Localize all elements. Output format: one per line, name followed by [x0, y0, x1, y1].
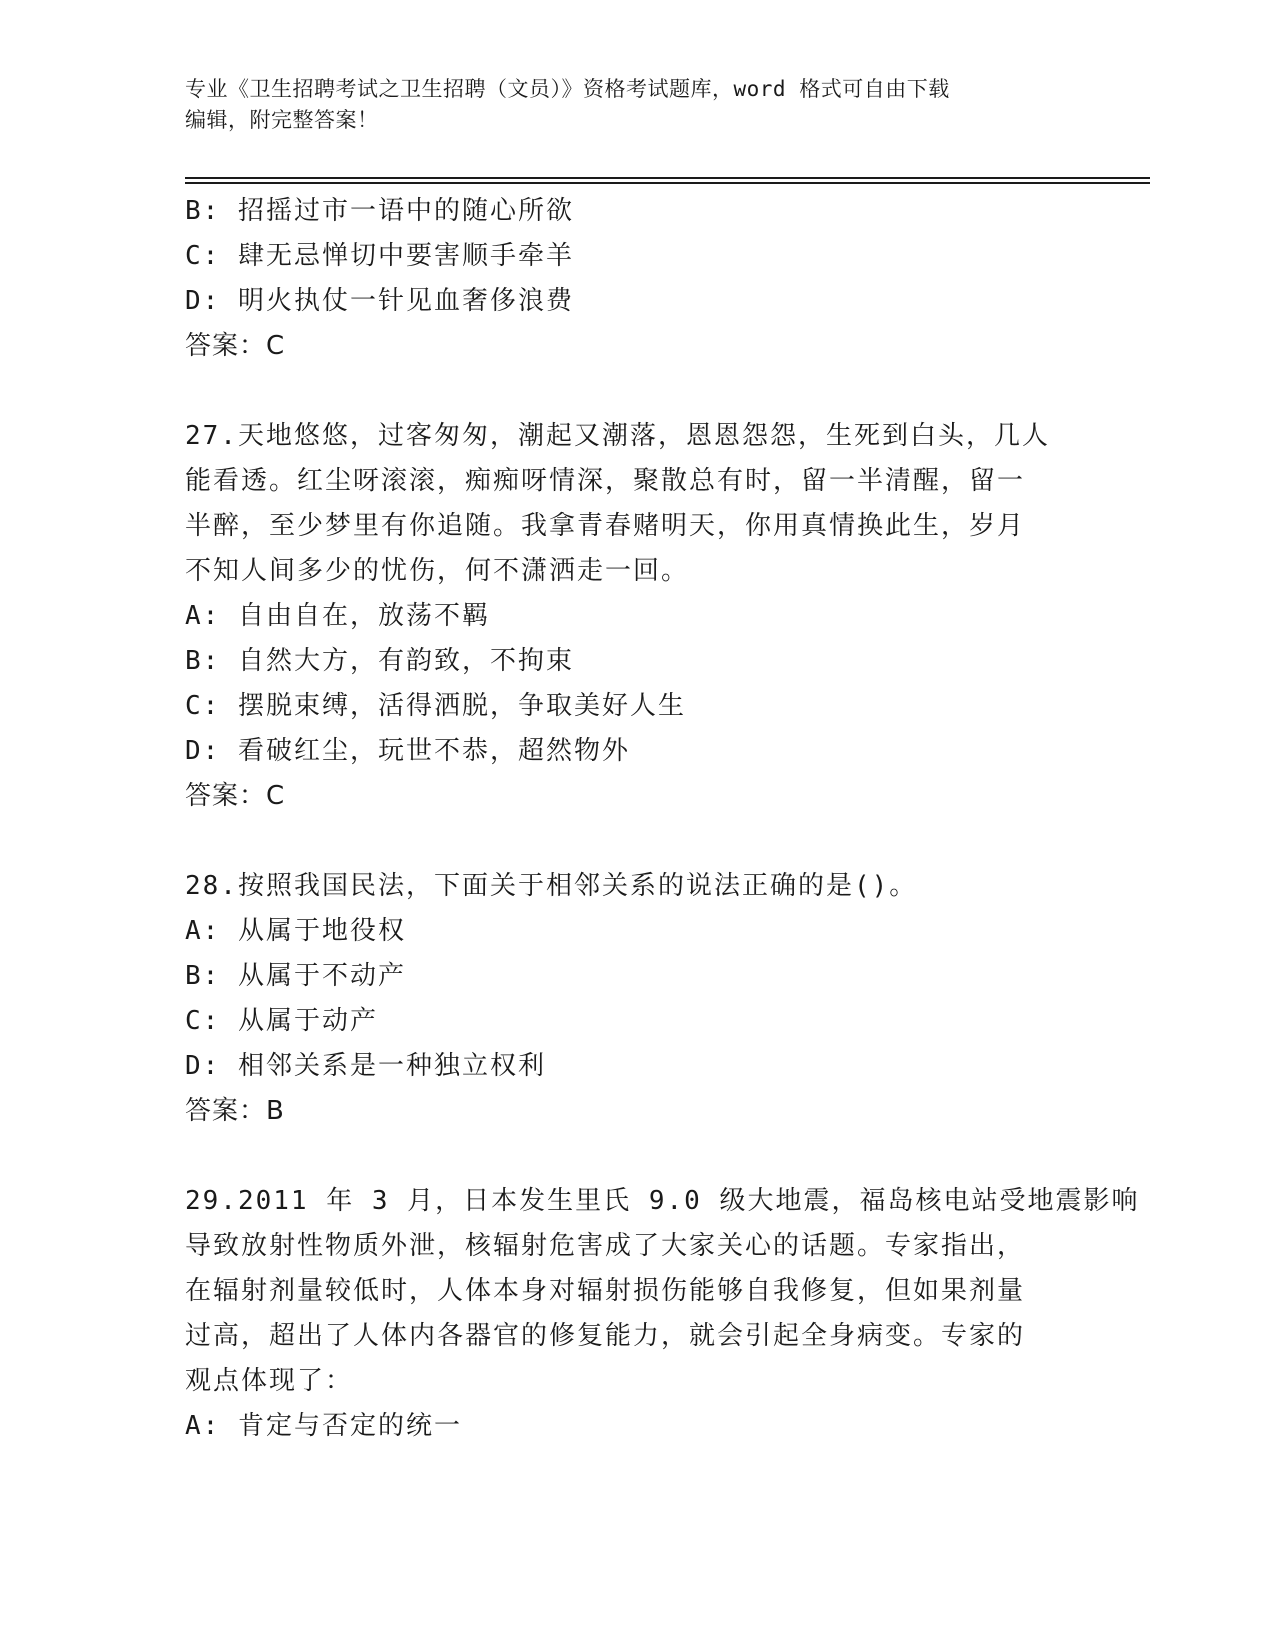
option-b: B: 招摇过市一语中的随心所欲: [185, 196, 574, 226]
option-b: B: 自然大方，有韵致，不拘束: [185, 646, 574, 676]
answer-line: 答案：B: [185, 1096, 285, 1126]
question-text-line: 27.天地悠悠，过客匆匆，潮起又潮落，恩恩怨怨，生死到白头，几人: [185, 421, 1050, 451]
question-text-line: 在辐射剂量较低时，人体本身对辐射损伤能够自我修复，但如果剂量: [185, 1276, 1026, 1306]
option-d: D: 相邻关系是一种独立权利: [185, 1051, 546, 1081]
option-b: B: 从属于不动产: [185, 961, 406, 991]
question-text-line: 不知人间多少的忧伤，何不潇洒走一回。: [185, 556, 690, 586]
spacer: [185, 369, 1085, 414]
question-text-line: 观点体现了：: [185, 1366, 354, 1396]
option-d: D: 明火执仗一针见血奢侈浪费: [185, 286, 574, 316]
question-list: [185, 189, 1140, 1449]
question-text-line: 28.按照我国民法，下面关于相邻关系的说法正确的是()。: [185, 871, 918, 901]
question-29: [185, 1179, 1140, 1449]
question-text-line: 导致放射性物质外泄，核辐射危害成了大家关心的话题。专家指出，: [185, 1231, 1026, 1261]
document-header: [185, 74, 1085, 136]
question-text-line: 过高，超出了人体内各器官的修复能力，就会引起全身病变。专家的: [185, 1321, 1026, 1351]
header-line-2: 编辑，附完整答案！: [185, 108, 379, 132]
question-text-line: 半醉，至少梦里有你追随。我拿青春赌明天，你用真情换此生，岁月: [185, 511, 1026, 541]
question-28: [185, 864, 1085, 1134]
question-27: [185, 414, 1085, 819]
option-a: A: 肯定与否定的统一: [185, 1411, 462, 1441]
question-text-line: 能看透。红尘呀滚滚，痴痴呀情深，聚散总有时，留一半清醒，留一: [185, 466, 1026, 496]
option-d: D: 看破红尘，玩世不恭，超然物外: [185, 736, 630, 766]
question-text-line: 29.2011 年 3 月，日本发生里氏 9.0 级大地震，福岛核电站受地震影响: [185, 1186, 1140, 1216]
spacer: [185, 819, 1085, 864]
answer-line: 答案：C: [185, 781, 286, 811]
header-line-1: 专业《卫生招聘考试之卫生招聘（文员）》资格考试题库，word 格式可自由下载: [185, 77, 950, 101]
header-rule-top: [185, 177, 1150, 179]
spacer: [185, 1134, 1085, 1179]
question-26: [185, 189, 1085, 369]
header-rule-bottom: [185, 182, 1150, 184]
answer-line: 答案：C: [185, 331, 286, 361]
option-c: C: 摆脱束缚，活得洒脱，争取美好人生: [185, 691, 686, 721]
option-a: A: 自由自在，放荡不羁: [185, 601, 490, 631]
option-a: A: 从属于地役权: [185, 916, 406, 946]
option-c: C: 肆无忌惮切中要害顺手牵羊: [185, 241, 574, 271]
option-c: C: 从属于动产: [185, 1006, 378, 1036]
